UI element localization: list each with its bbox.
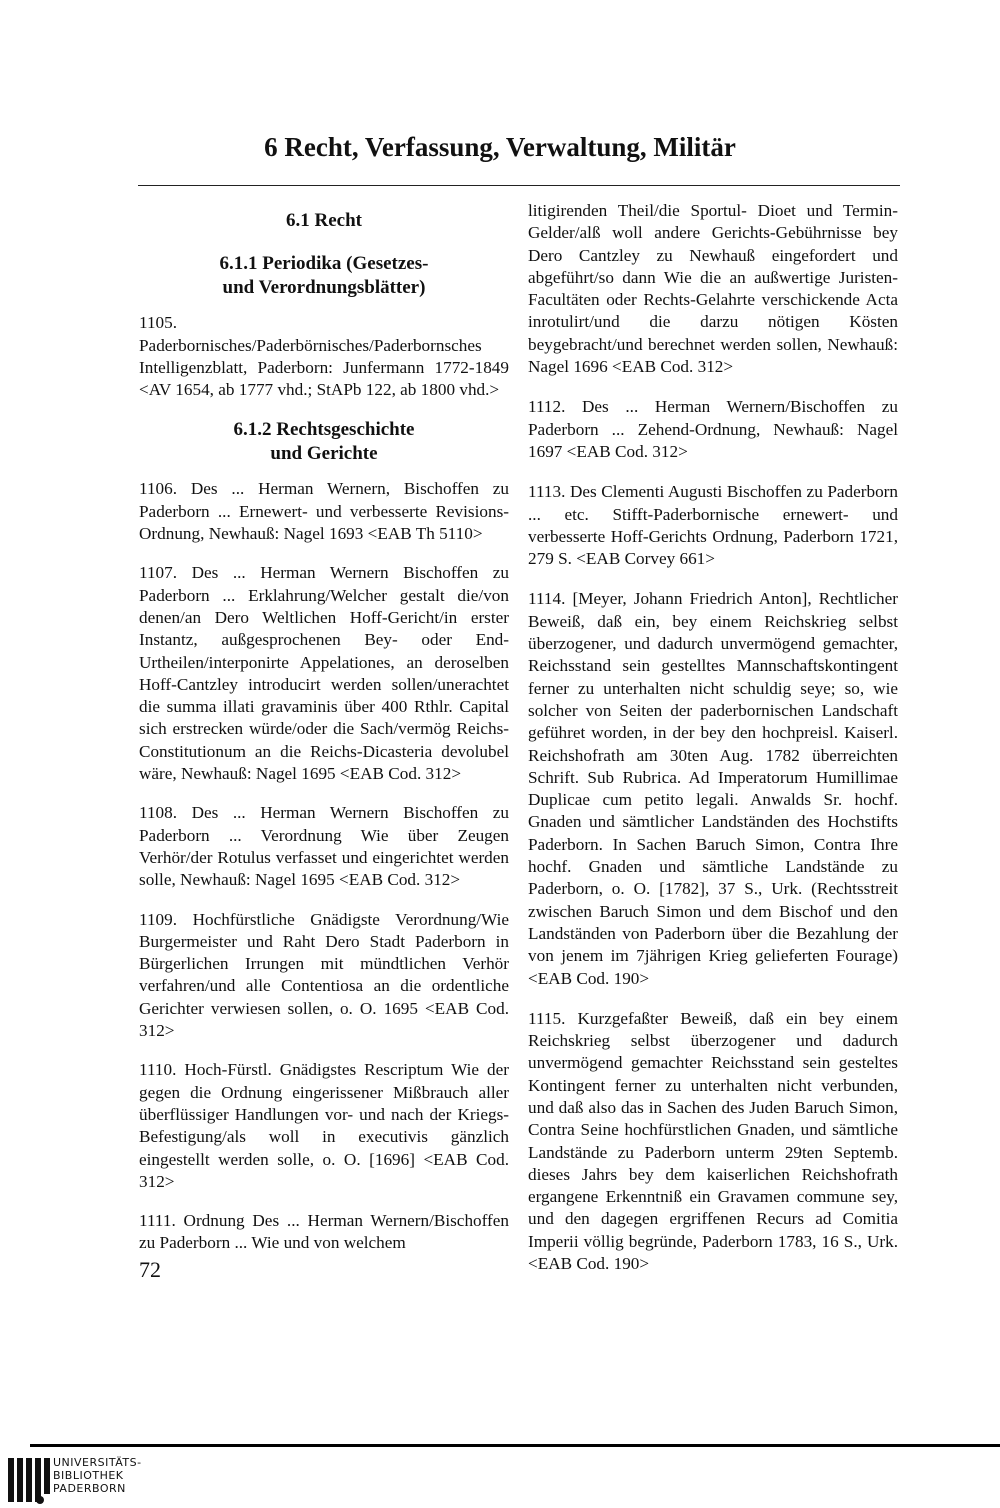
- bibliography-entry-1105: 1105. Paderbornisches/Paderbörnisches/Paderbornsches Intelligenzblatt, Paderborn: Junfermann 1772-1849 <AV 1654, ab 1777 vhd.; StAPb 122, ab 1800 vhd.>: [139, 313, 509, 400]
- header-rule: [138, 185, 900, 186]
- right-column: [528, 200, 898, 1293]
- logo-dot-icon: [36, 1496, 44, 1504]
- logo-text-line: BIBLIOTHEK: [53, 1469, 124, 1482]
- bibliography-entry-1110: 1110. Hoch-Fürstl. Gnädigstes Rescriptum Wie der gegen die Ordnung eingerissener Mißbrauch aller überflüssiger Handlungen vor- und nach der Kriegs-Befestigung/als woll in executivis gänzlich eingestellt werden solle, o. O. [1696] <EAB Cod. 312>: [139, 1060, 509, 1191]
- bibliography-entry-1115: 1115. Kurzgefaßter Beweiß, daß ein bey einem Reichskrieg selbst überzogener und dadurch unvermögend gemachter Reichsstand sein gesteltes Kontingent ferner zu unterhalten nicht verbunden, und daß also das in Sachen des Juden Baruch Simon, Contra Seine hochfürstlichen Gnaden, und sämtliche Landstände zu Paderborn unterm 29ten Septemb. dieses Jahrs bey dem kaiserlichen Reichshofrath ergangene Erkenntniß ein Gravamen commune sey, und den dagegen ergriffenen Recurs ad Comitia Imperii völlig begründe, Paderborn 1783, 16 S., Urk. <EAB Cod. 190>: [528, 1008, 898, 1274]
- bibliography-entry-1112: 1112. Des ... Herman Wernern/Bischoffen zu Paderborn ... Zehend-Ordnung, Newhauß: Nagel 1697 <EAB Cod. 312>: [528, 397, 898, 461]
- bibliography-entry-1107: 1107. Des ... Herman Wernern Bischoffen zu Paderborn ... Erklahrung/Welcher gestalt die/von denen/an Dero Weltlichen Hoff-Gericht/in erster Instantz, außgesprochenen Bey- oder End-Urtheilen/interponirte Appelationes, an deroselben Hoff-Cantzley introducirt werden sollen/unerachtet die summa illati gravaminis über 400 Rthlr. Capital sich erstrecken würde/oder die Sach/vermög Reichs-Constitutionum an die Reichs-Dicasteria devolubel wäre, Newhauß: Nagel 1695 <EAB Cod. 312>: [139, 563, 509, 784]
- logo-text-line: PADERBORN: [53, 1482, 126, 1495]
- footer-rule: [30, 1444, 1000, 1447]
- logo-text: [53, 1456, 142, 1495]
- bibliography-entry-1111-continued: litigirenden Theil/die Sportul- Dioet und Termin-Gelder/alß woll andere Gerichts-Gebührnisse bey Dero Cantzley zu Newhauß eingefordert und abgeführt/so dann Wie die an außwertige Juristen-Facultäten oder Rechts-Gelahrte verschickende Acta inrotulirt/und die darzu nötigen Kösten beygebracht/und berechnet werden sollen, Newhauß: Nagel 1696 <EAB Cod. 312>: [528, 201, 898, 377]
- subsection-heading-line: und Gerichte: [270, 443, 378, 465]
- subsection-heading-line: 6.1.1 Periodika (Gesetzes-: [219, 253, 429, 275]
- chapter-title: 6 Recht, Verfassung, Verwaltung, Militär: [264, 132, 736, 162]
- library-logo: [0, 1452, 160, 1508]
- bibliography-entry-1114: 1114. [Meyer, Johann Friedrich Anton], Rechtlicher Beweiß, daß ein, bey einem Reichskrieg selbst überzogener, und dadurch unvermögend gemachter, Reichsstand sein gestelltes Mannschaftskontingent ferner zu unterhalten nicht schuldig seye; so, wie solcher von Seiten der paderbornischen Landschaft geführet worden, in der bey den hochpreisl. Kaiserl. Reichshofrath am 30ten Aug. 1782 überreichten Schrift. Sub Rubrica. Ad Imperatorum Humillimae Duplicae cum petito legali. Anwalds Sr. hochf. Gnaden und sämtlicher Landständen des Hochstifts Paderborn. In Sachen Baruch Simon, Contra Ihre hochf. Gnaden und sämtliche Landstände zu Paderborn, o. O. [1782], 37 S., Urk. (Rechtsstreit zwischen Baruch Simon und dem Bischof und den Landständen von Paderborn über die Bezahlung der von jenem im 7jährigen Krieg gelieferten Fourage) <EAB Cod. 190>: [528, 589, 898, 988]
- bibliography-entry-1109: 1109. Hochfürstliche Gnädigste Verordnung/Wie Burgermeister und Raht Dero Stadt Paderborn in Bürgerlichen Irrungen mit mündtlichen Verhör verfahren/und alle Contentiosa an die ordentliche Gerichter verwiesen sollen, o. O. 1695 <EAB Cod. 312>: [139, 909, 509, 1041]
- bibliography-entry-1106: 1106. Des ... Herman Wernern, Bischoffen zu Paderborn ... Ernewert- und verbesserte Revisions-Ordnung, Newhauß: Nagel 1693 <EAB Th 5110>: [139, 479, 509, 544]
- subsection-heading-line: 6.1.2 Rechtsgeschichte: [233, 419, 415, 441]
- bibliography-entry-1111-start: 1111. Ordnung Des ... Herman Wernern/Bischoffen zu Paderborn ... Wie und von welchem: [139, 1211, 509, 1253]
- section-heading: 6.1 Recht: [286, 210, 362, 231]
- logo-text-line: UNIVERSITÄTS-: [53, 1456, 142, 1469]
- subsection-heading-rechtsgeschichte: [139, 418, 509, 466]
- subsection-heading-line: und Verordnungsblätter): [222, 277, 426, 299]
- bibliography-entry-1113: 1113. Des Clementi Augusti Bischoffen zu Paderborn ... etc. Stifft-Paderbornische ernewert- und verbesserte Hoff-Gerichts Ordnung, Paderborn 1721, 279 S. <EAB Corvey 661>: [528, 482, 898, 569]
- subsection-heading-periodika: [139, 252, 509, 300]
- bibliography-entry-1108: 1108. Des ... Herman Wernern Bischoffen zu Paderborn ... Verordnung Wie über Zeugen Verhör/der Rotulus verfasset und eingerichtet werden solle, Newhauß: Nagel 1695 <EAB Cod. 312>: [139, 803, 509, 890]
- page-number: 72: [139, 1257, 161, 1282]
- left-column: [139, 200, 509, 1272]
